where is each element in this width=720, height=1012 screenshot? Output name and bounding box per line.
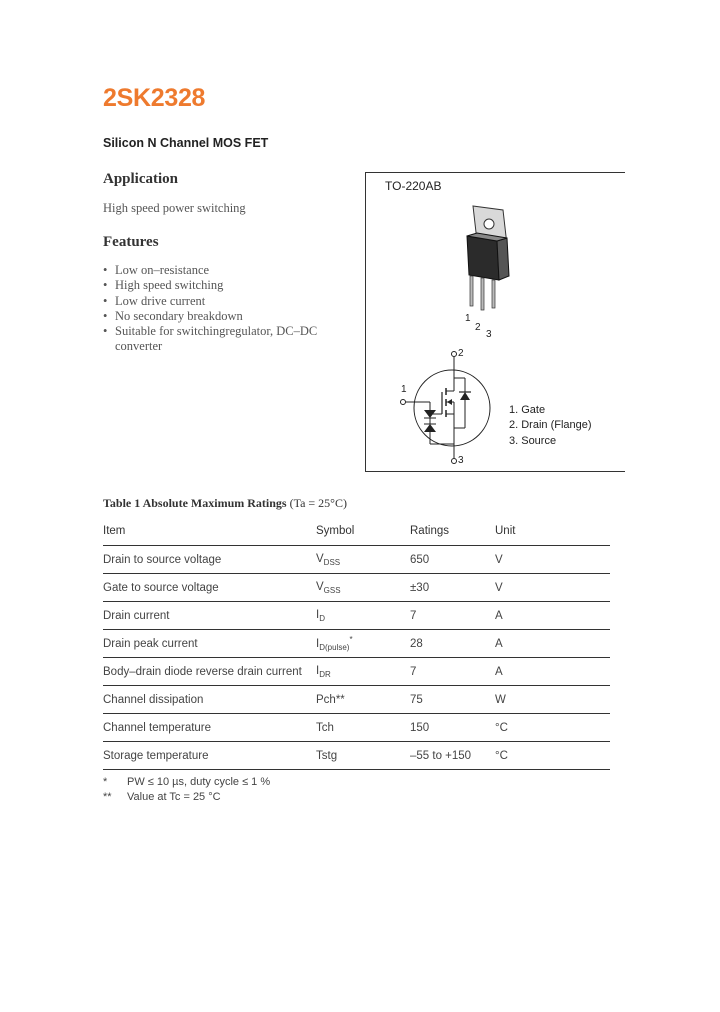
footnote <box>103 776 270 788</box>
part-number-title: 2SK2328 <box>103 84 206 112</box>
cell-item: Channel temperature <box>103 714 316 742</box>
cell-symbol: Tstg <box>316 742 410 770</box>
column-header-symbol: Symbol <box>316 516 410 546</box>
feature-item: • Low drive current <box>103 294 333 309</box>
application-text: High speed power switching <box>103 201 246 215</box>
column-header-unit: Unit <box>495 516 610 546</box>
cell-unit: W <box>495 686 610 714</box>
cell-rating: 150 <box>410 714 495 742</box>
column-header-ratings: Ratings <box>410 516 495 546</box>
feature-item: • High speed switching <box>103 278 333 293</box>
cell-item: Drain current <box>103 602 316 630</box>
cell-symbol: $I_{DR}$ <box>316 658 410 686</box>
cell-item: Drain peak current <box>103 630 316 658</box>
cell-rating: –55 to +150 <box>410 742 495 770</box>
pin-label: 2 <box>458 348 464 359</box>
part-description: Silicon N Channel MOS FET <box>103 136 269 150</box>
table-row <box>103 686 610 714</box>
cell-symbol: Pch** <box>316 686 410 714</box>
pin-label: 1 <box>401 384 407 395</box>
cell-item: Gate to source voltage <box>103 574 316 602</box>
table-caption-condition: (Ta = 25°C) <box>286 496 347 510</box>
cell-rating: ±30 <box>410 574 495 602</box>
cell-unit: A <box>495 602 610 630</box>
table-row <box>103 546 610 574</box>
pin-label: 2 <box>475 322 481 333</box>
feature-item: • Suitable for switchingregulator, DC–DC converter <box>103 324 333 355</box>
cell-symbol: $V_{DSS}$ <box>316 546 410 574</box>
table-row <box>103 630 610 658</box>
cell-rating: 7 <box>410 658 495 686</box>
cell-symbol: Tch <box>316 714 410 742</box>
cell-symbol: $I_D$ <box>316 602 410 630</box>
table-row <box>103 658 610 686</box>
footnote-mark: * <box>103 776 108 788</box>
cell-symbol: $I_{D(pulse)}^*$ <box>316 630 410 658</box>
features-heading: Features <box>103 234 159 250</box>
table-row <box>103 714 610 742</box>
absolute-maximum-ratings-table <box>103 516 610 770</box>
pin-label: 3 <box>458 455 464 466</box>
footnote-text: PW ≤ 10 µs, duty cycle ≤ 1 % <box>127 776 271 788</box>
cell-rating: 7 <box>410 602 495 630</box>
cell-unit: °C <box>495 742 610 770</box>
package-name: TO-220AB <box>385 179 442 193</box>
footnote-mark: ** <box>103 791 112 803</box>
cell-rating: 650 <box>410 546 495 574</box>
table-row <box>103 602 610 630</box>
cell-item: Drain to source voltage <box>103 546 316 574</box>
cell-unit: A <box>495 658 610 686</box>
column-header-item: Item <box>103 516 316 546</box>
table-row <box>103 742 610 770</box>
table-header-row <box>103 516 610 546</box>
features-list <box>103 263 333 355</box>
cell-unit: V <box>495 546 610 574</box>
footnote <box>103 791 221 803</box>
pin-label: 3 <box>486 329 492 340</box>
feature-item: • Low on–resistance <box>103 263 333 278</box>
to220-package-icon <box>455 200 525 320</box>
application-heading: Application <box>103 171 179 187</box>
mosfet-schematic-icon <box>395 348 505 468</box>
feature-item: • No secondary breakdown <box>103 309 333 324</box>
cell-item: Channel dissipation <box>103 686 316 714</box>
cell-unit: A <box>495 630 610 658</box>
pin-label: 1 <box>465 313 471 324</box>
cell-rating: 28 <box>410 630 495 658</box>
table-caption <box>103 496 347 511</box>
cell-unit: V <box>495 574 610 602</box>
cell-unit: °C <box>495 714 610 742</box>
pin-legend-drain: 2. Drain (Flange) <box>509 419 592 431</box>
pin-legend-gate: 1. Gate <box>509 404 546 416</box>
cell-symbol: $V_{GSS}$ <box>316 574 410 602</box>
table-caption-title: Table 1 Absolute Maximum Ratings <box>103 496 287 510</box>
table-row <box>103 574 610 602</box>
footnote-text: Value at Tc = 25 °C <box>127 791 221 803</box>
cell-item: Body–drain diode reverse drain current <box>103 658 316 686</box>
pin-legend-source: 3. Source <box>509 435 557 447</box>
cell-item: Storage temperature <box>103 742 316 770</box>
cell-rating: 75 <box>410 686 495 714</box>
